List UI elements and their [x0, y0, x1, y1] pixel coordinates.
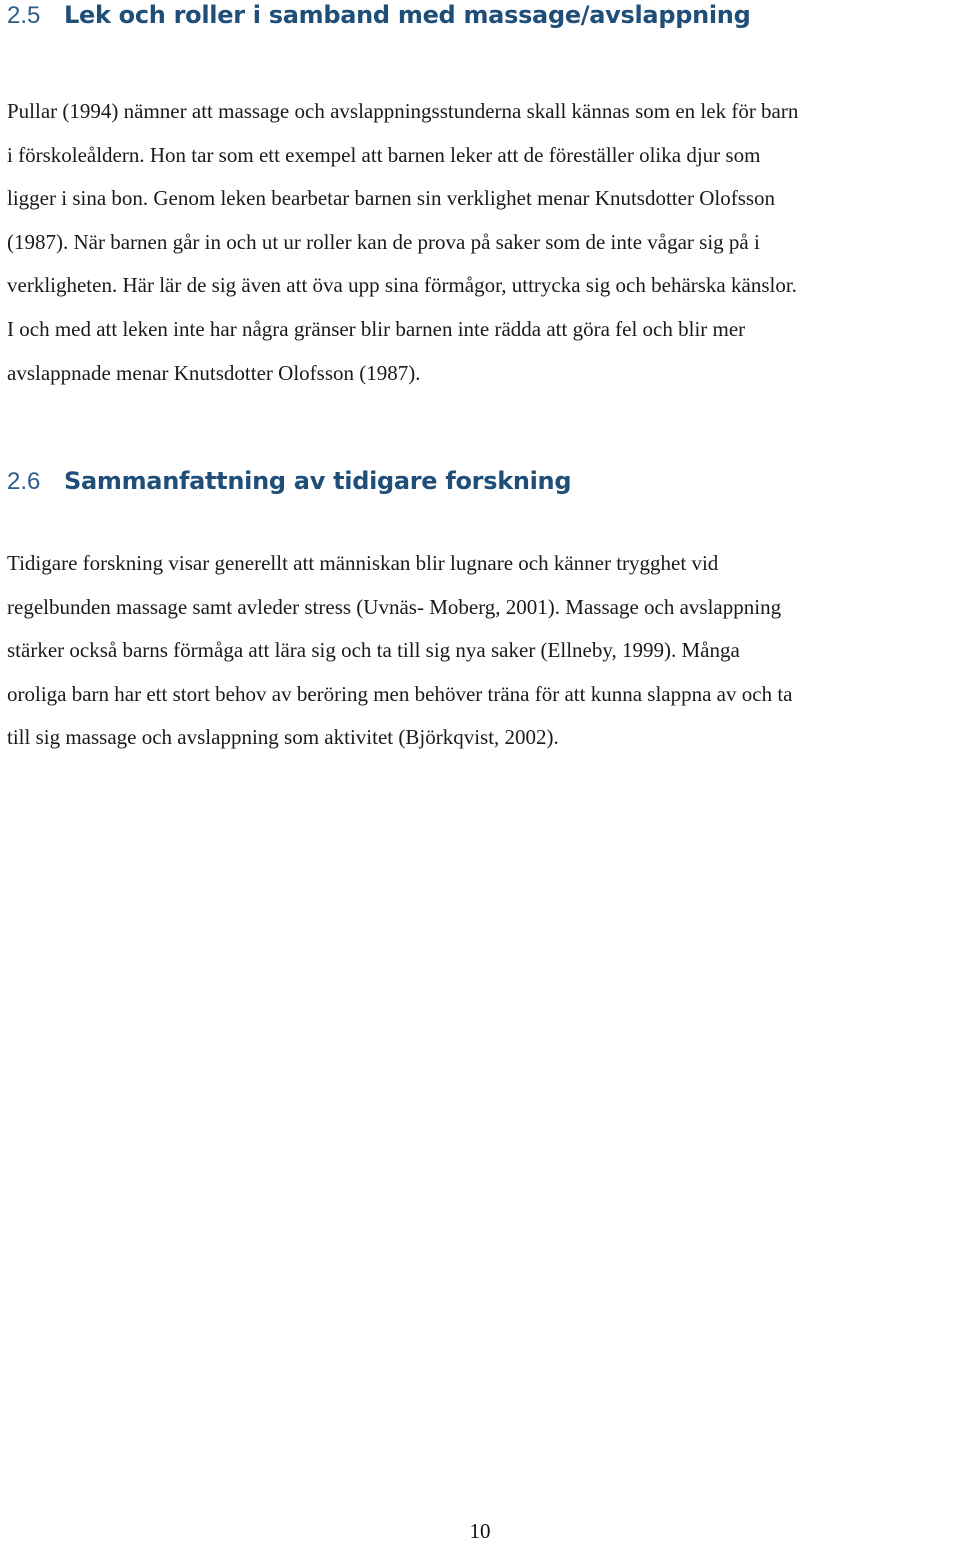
paragraph-line: (1987). När barnen går in och ut ur roller kan de prova på saker som de inte vågar sig på i: [7, 229, 760, 254]
paragraph-line: regelbunden massage samt avleder stress (Uvnäs- Moberg, 2001). Massage och avslappning: [7, 594, 782, 619]
paragraph-line: oroliga barn har ett stort behov av beröring men behöver träna för att kunna slappna av och ta: [7, 681, 793, 706]
section-heading-2-6: [7, 466, 571, 497]
paragraph-line: Pullar (1994) nämner att massage och avslappningsstunderna skall kännas som en lek för barn: [7, 99, 799, 123]
paragraph-line: verkligheten. Här lär de sig även att öva upp sina förmågor, uttrycka sig och behärska känslor.: [7, 273, 797, 298]
paragraph-sammanfattning: [7, 542, 957, 760]
paragraph-line: Tidigare forskning visar generellt att människan blir lugnare och känner trygghet vid: [7, 551, 719, 575]
section-title: Sammanfattning av tidigare forskning: [64, 467, 572, 495]
section-heading-2-5: [7, 0, 750, 31]
section-number: 2.6: [7, 468, 41, 495]
paragraph-line: stärker också barns förmåga att lära sig och ta till sig nya saker (Ellneby, 1999). Många: [7, 638, 740, 663]
section-title: Lek och roller i samband med massage/avslappning: [64, 1, 751, 29]
paragraph-line: till sig massage och avslappning som aktivitet (Björkqvist, 2002).: [7, 725, 559, 750]
paragraph-line: i förskoleåldern. Hon tar som ett exempel att barnen leker att de föreställer olika djur som: [7, 142, 761, 167]
section-number: 2.5: [7, 2, 41, 29]
page-number: 10: [469, 1519, 491, 1543]
paragraph-line: I och med att leken inte har några gränser blir barnen inte rädda att göra fel och blir mer: [7, 316, 746, 341]
paragraph-line: avslappnade menar Knutsdotter Olofsson (1987).: [7, 360, 421, 385]
paragraph-line: ligger i sina bon. Genom leken bearbetar barnen sin verklighet menar Knutsdotter Olofsson: [7, 186, 776, 211]
paragraph-lek-och-roller: [7, 90, 957, 395]
